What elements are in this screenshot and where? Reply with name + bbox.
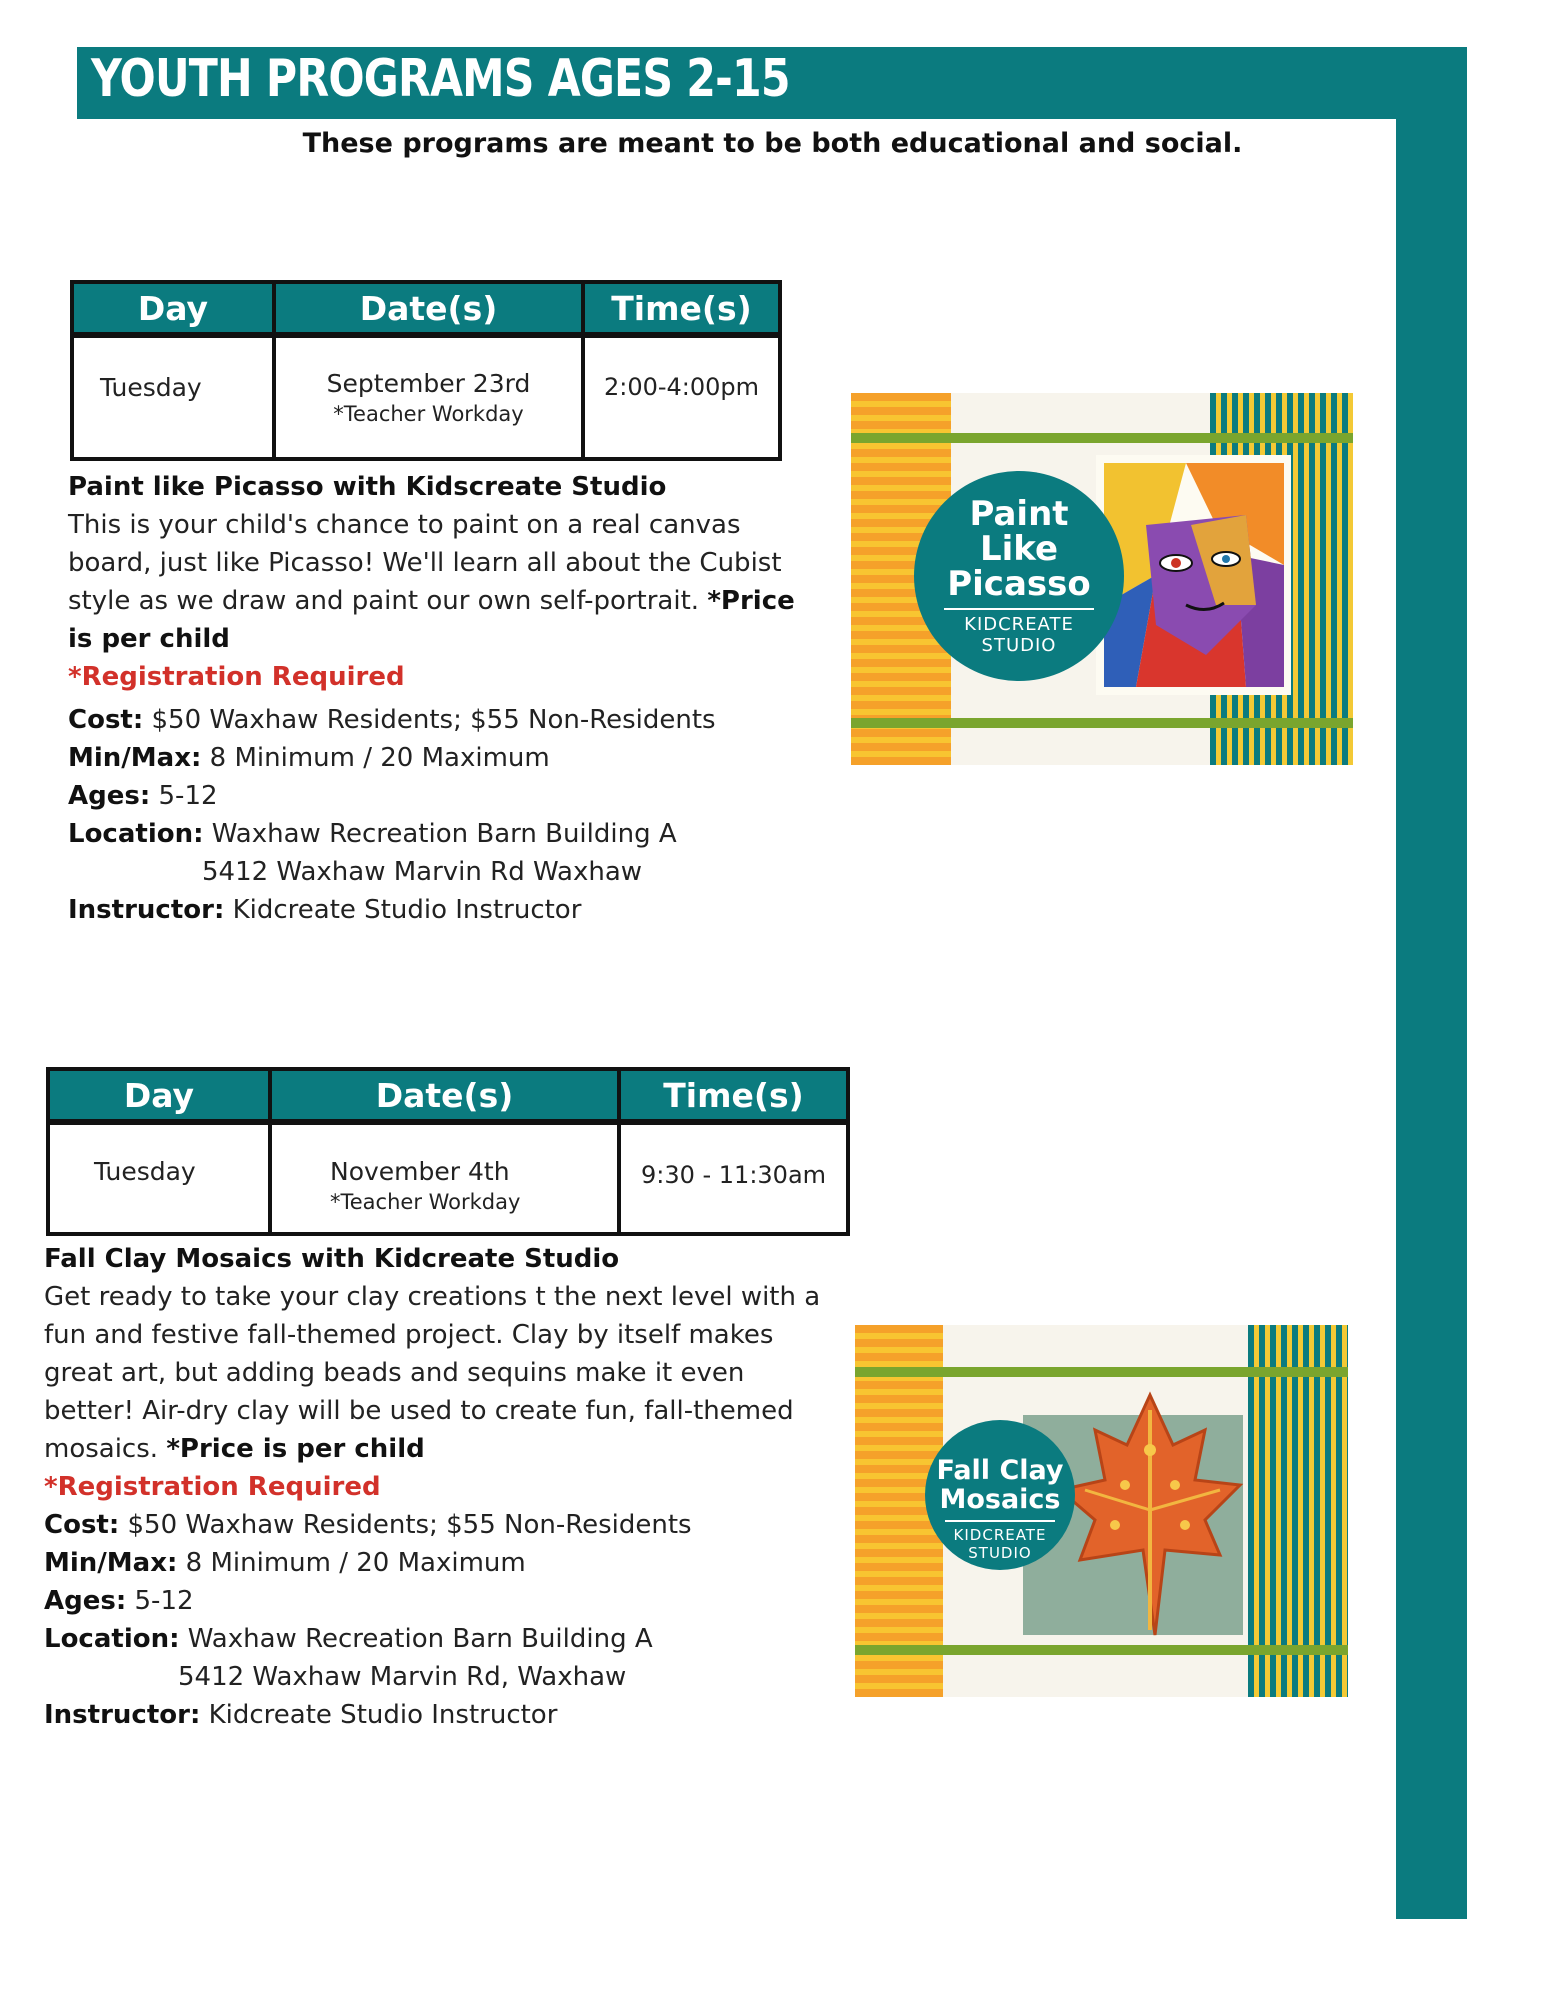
schedule-table <box>46 1067 850 1236</box>
badge-brand: KIDCREATE <box>953 1526 1047 1544</box>
location-address: 5412 Waxhaw Marvin Rd Waxhaw <box>202 857 643 887</box>
page-subtitle: These programs are meant to be both educational and social. <box>302 128 1243 159</box>
ages-row: Ages: 5-12 <box>68 781 218 811</box>
dates-header: Date(s) <box>270 1069 619 1122</box>
time-cell: 9:30 - 11:30am <box>619 1122 848 1234</box>
program-description: This is your child's chance to paint on a real canvas board, just like Picasso! We'll learn all about the Cubist style as we draw and paint our own self-portrait. *Price is per child <box>68 510 795 654</box>
location-address: 5412 Waxhaw Marvin Rd, Waxhaw <box>178 1662 627 1692</box>
program-badge <box>925 1420 1075 1570</box>
header-banner <box>77 47 1467 119</box>
date-note: *Teacher Workday <box>333 402 524 426</box>
cubist-portrait-illustration <box>1096 455 1291 695</box>
cost-row: Cost: $50 Waxhaw Residents; $55 Non-Residents <box>44 1510 692 1540</box>
paint-like-picasso-promo-image <box>851 393 1353 765</box>
badge-brand: KIDCREATE <box>964 614 1074 635</box>
day-header: Day <box>72 282 274 335</box>
badge-title-line-1: Fall Clay <box>936 1455 1064 1486</box>
date-value: November 4th <box>330 1157 510 1186</box>
minmax-row: Min/Max: 8 Minimum / 20 Maximum <box>44 1548 526 1578</box>
time-cell: 2:00-4:00pm <box>583 335 780 459</box>
program-badge <box>914 471 1124 681</box>
badge-divider <box>944 608 1094 610</box>
clay-leaf-illustration <box>1055 1390 1245 1640</box>
badge-title-line-1: Paint <box>969 494 1069 534</box>
day-cell: Tuesday <box>72 335 274 459</box>
price-note: *Price is per child <box>68 586 795 654</box>
date-note: *Teacher Workday <box>330 1190 521 1214</box>
registration-required: *Registration Required <box>68 662 405 692</box>
green-band-top <box>855 1367 1348 1377</box>
day-header: Day <box>48 1069 270 1122</box>
schedule-table <box>70 280 782 461</box>
badge-brand-sub: STUDIO <box>968 1544 1032 1562</box>
times-header: Time(s) <box>583 282 780 335</box>
dates-header: Date(s) <box>274 282 583 335</box>
program-details <box>68 468 828 929</box>
green-band-bottom <box>851 718 1353 728</box>
date-cell <box>270 1122 619 1234</box>
cost-row: Cost: $50 Waxhaw Residents; $55 Non-Residents <box>68 705 716 735</box>
ages-row: Ages: 5-12 <box>44 1586 194 1616</box>
price-note: *Price is per child <box>166 1434 425 1464</box>
program-title: Fall Clay Mosaics with Kidcreate Studio <box>44 1244 620 1274</box>
badge-divider <box>945 1520 1055 1522</box>
badge-title-line-2: Like <box>979 529 1059 569</box>
location-row: Location: Waxhaw Recreation Barn Building A <box>68 819 677 849</box>
badge-title-line-2: Mosaics <box>939 1484 1061 1515</box>
program-title: Paint like Picasso with Kidscreate Studio <box>68 472 667 502</box>
date-cell <box>274 335 583 459</box>
schedule-row <box>72 335 780 459</box>
badge-brand-sub: STUDIO <box>981 635 1057 656</box>
teal-yellow-stripe-panel <box>1248 1325 1348 1697</box>
times-header: Time(s) <box>619 1069 848 1122</box>
program-description: Get ready to take your clay creations t the next level with a fun and festive fall-themed project. Clay by itself makes great art, but adding beads and sequins make it even better! Air-dry clay will be used to create fun, fall-themed mosaics. *Price is per child <box>44 1282 821 1464</box>
day-cell: Tuesday <box>48 1122 270 1234</box>
location-row: Location: Waxhaw Recreation Barn Building A <box>44 1624 653 1654</box>
instructor-row: Instructor: Kidcreate Studio Instructor <box>44 1700 558 1730</box>
registration-required: *Registration Required <box>44 1472 381 1502</box>
green-band-top <box>851 433 1353 443</box>
instructor-row: Instructor: Kidcreate Studio Instructor <box>68 895 582 925</box>
badge-title-line-3: Picasso <box>947 564 1091 604</box>
side-accent-bar <box>1396 119 1467 1919</box>
page-title: YOUTH PROGRAMS AGES 2-15 <box>91 49 790 109</box>
program-details <box>44 1240 824 1734</box>
fall-clay-mosaics-promo-image <box>855 1325 1348 1697</box>
green-band-bottom <box>855 1645 1348 1655</box>
schedule-header-row <box>72 282 780 335</box>
date-value: September 23rd <box>326 369 531 398</box>
schedule-header-row <box>48 1069 848 1122</box>
schedule-row <box>48 1122 848 1234</box>
minmax-row: Min/Max: 8 Minimum / 20 Maximum <box>68 743 550 773</box>
